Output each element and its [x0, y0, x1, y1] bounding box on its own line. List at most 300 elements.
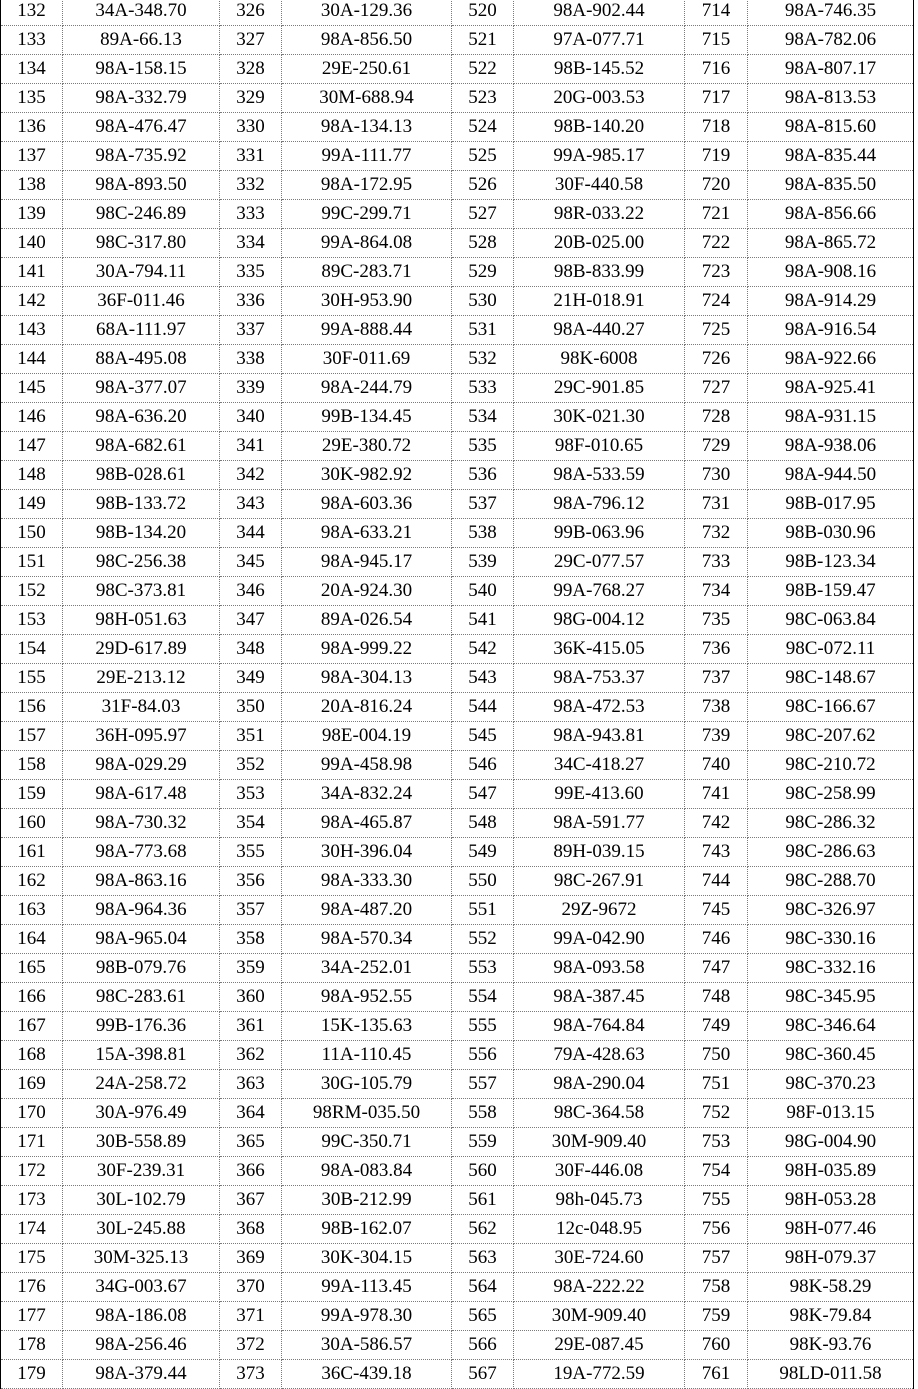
- index-cell: 342: [220, 461, 282, 490]
- index-cell: 155: [1, 664, 63, 693]
- plate-cell: 98B-134.20: [63, 519, 220, 548]
- index-cell: 753: [685, 1128, 748, 1157]
- index-cell: 167: [1, 1012, 63, 1041]
- table-row: [1, 867, 914, 896]
- index-cell: 179: [1, 1360, 63, 1389]
- plate-cell: 20A-816.24: [282, 693, 452, 722]
- table-row: [1, 316, 914, 345]
- index-cell: 346: [220, 577, 282, 606]
- plate-cell: 30B-212.99: [282, 1186, 452, 1215]
- index-cell: 749: [685, 1012, 748, 1041]
- plate-cell: 98A-945.17: [282, 548, 452, 577]
- table-row: [1, 1186, 914, 1215]
- index-cell: 132: [1, 0, 63, 26]
- index-cell: 552: [452, 925, 514, 954]
- plate-cell: 98K-79.84: [748, 1302, 914, 1331]
- index-cell: 546: [452, 751, 514, 780]
- table-row: [1, 838, 914, 867]
- plate-cell: 30K-982.92: [282, 461, 452, 490]
- table-row: [1, 664, 914, 693]
- index-cell: 337: [220, 316, 282, 345]
- index-cell: 545: [452, 722, 514, 751]
- plate-cell: 30H-396.04: [282, 838, 452, 867]
- index-cell: 144: [1, 345, 63, 374]
- plate-cell: 11A-110.45: [282, 1041, 452, 1070]
- index-cell: 726: [685, 345, 748, 374]
- index-cell: 543: [452, 664, 514, 693]
- index-cell: 160: [1, 809, 63, 838]
- plate-cell: 29Z-9672: [514, 896, 685, 925]
- table-row: [1, 345, 914, 374]
- plate-cell: 98B-833.99: [514, 258, 685, 287]
- plate-cell: 30L-102.79: [63, 1186, 220, 1215]
- index-cell: 355: [220, 838, 282, 867]
- index-cell: 566: [452, 1331, 514, 1360]
- plate-cell: 29E-087.45: [514, 1331, 685, 1360]
- plate-cell: 29E-213.12: [63, 664, 220, 693]
- index-cell: 341: [220, 432, 282, 461]
- plate-cell: 98B-159.47: [748, 577, 914, 606]
- plate-cell: 98A-815.60: [748, 113, 914, 142]
- plate-cell: 99E-413.60: [514, 780, 685, 809]
- index-cell: 715: [685, 26, 748, 55]
- index-cell: 733: [685, 548, 748, 577]
- index-cell: 567: [452, 1360, 514, 1389]
- index-cell: 159: [1, 780, 63, 809]
- index-cell: 369: [220, 1244, 282, 1273]
- index-cell: 367: [220, 1186, 282, 1215]
- index-cell: 717: [685, 84, 748, 113]
- plate-cell: 30M-325.13: [63, 1244, 220, 1273]
- index-cell: 719: [685, 142, 748, 171]
- index-cell: 525: [452, 142, 514, 171]
- index-cell: 170: [1, 1099, 63, 1128]
- index-cell: 362: [220, 1041, 282, 1070]
- index-cell: 149: [1, 490, 63, 519]
- table-row: [1, 1012, 914, 1041]
- index-cell: 175: [1, 1244, 63, 1273]
- index-cell: 556: [452, 1041, 514, 1070]
- plate-cell: 98A-465.87: [282, 809, 452, 838]
- plate-cell: 98C-360.45: [748, 1041, 914, 1070]
- plate-cell: 98A-379.44: [63, 1360, 220, 1389]
- plate-cell: 98B-145.52: [514, 55, 685, 84]
- plate-cell: 98A-387.45: [514, 983, 685, 1012]
- index-cell: 151: [1, 548, 63, 577]
- index-cell: 724: [685, 287, 748, 316]
- plate-cell: 98A-813.53: [748, 84, 914, 113]
- index-cell: 547: [452, 780, 514, 809]
- plate-cell: 98A-290.04: [514, 1070, 685, 1099]
- index-cell: 561: [452, 1186, 514, 1215]
- plate-cell: 98A-134.13: [282, 113, 452, 142]
- index-cell: 534: [452, 403, 514, 432]
- plate-cell: 98H-079.37: [748, 1244, 914, 1273]
- table-row: [1, 55, 914, 84]
- index-cell: 554: [452, 983, 514, 1012]
- plate-cell: 98A-222.22: [514, 1273, 685, 1302]
- index-cell: 759: [685, 1302, 748, 1331]
- table-row: [1, 809, 914, 838]
- plate-cell: 98A-333.30: [282, 867, 452, 896]
- plate-cell: 98A-533.59: [514, 461, 685, 490]
- plate-cell: 98A-730.32: [63, 809, 220, 838]
- plate-cell: 99A-113.45: [282, 1273, 452, 1302]
- index-cell: 172: [1, 1157, 63, 1186]
- plate-cell: 89H-039.15: [514, 838, 685, 867]
- table-row: [1, 258, 914, 287]
- plate-cell: 98F-013.15: [748, 1099, 914, 1128]
- plate-cell: 98A-304.13: [282, 664, 452, 693]
- index-cell: 331: [220, 142, 282, 171]
- index-cell: 562: [452, 1215, 514, 1244]
- plate-cell: 97A-077.71: [514, 26, 685, 55]
- index-cell: 140: [1, 229, 63, 258]
- plate-cell: 98K-93.76: [748, 1331, 914, 1360]
- index-cell: 347: [220, 606, 282, 635]
- plate-cell: 36K-415.05: [514, 635, 685, 664]
- index-cell: 363: [220, 1070, 282, 1099]
- plate-cell: 99A-978.30: [282, 1302, 452, 1331]
- table-row: [1, 1360, 914, 1389]
- index-cell: 364: [220, 1099, 282, 1128]
- index-cell: 761: [685, 1360, 748, 1389]
- index-cell: 527: [452, 200, 514, 229]
- index-cell: 147: [1, 432, 63, 461]
- plate-cell: 98H-077.46: [748, 1215, 914, 1244]
- index-cell: 335: [220, 258, 282, 287]
- plate-cell: 98C-258.99: [748, 780, 914, 809]
- index-cell: 372: [220, 1331, 282, 1360]
- plate-cell: 30L-245.88: [63, 1215, 220, 1244]
- index-cell: 738: [685, 693, 748, 722]
- plate-cell: 98A-865.72: [748, 229, 914, 258]
- index-cell: 329: [220, 84, 282, 113]
- plate-cell: 30E-724.60: [514, 1244, 685, 1273]
- plate-cell: 29C-901.85: [514, 374, 685, 403]
- plate-cell: 98A-764.84: [514, 1012, 685, 1041]
- index-cell: 555: [452, 1012, 514, 1041]
- index-cell: 166: [1, 983, 63, 1012]
- index-cell: 718: [685, 113, 748, 142]
- plate-cell: 98A-472.53: [514, 693, 685, 722]
- plate-cell: 30M-909.40: [514, 1302, 685, 1331]
- index-cell: 548: [452, 809, 514, 838]
- plate-cell: 98C-332.16: [748, 954, 914, 983]
- index-cell: 350: [220, 693, 282, 722]
- index-cell: 563: [452, 1244, 514, 1273]
- plate-cell: 98h-045.73: [514, 1186, 685, 1215]
- plate-cell: 98C-256.38: [63, 548, 220, 577]
- index-cell: 742: [685, 809, 748, 838]
- plate-cell: 30F-440.58: [514, 171, 685, 200]
- index-cell: 332: [220, 171, 282, 200]
- table-row: [1, 200, 914, 229]
- plate-cell: 98C-166.67: [748, 693, 914, 722]
- index-cell: 727: [685, 374, 748, 403]
- plate-cell: 98A-856.66: [748, 200, 914, 229]
- plate-cell: 98C-286.63: [748, 838, 914, 867]
- plate-cell: 98A-922.66: [748, 345, 914, 374]
- index-cell: 538: [452, 519, 514, 548]
- plate-cell: 98R-033.22: [514, 200, 685, 229]
- plate-cell: 98C-288.70: [748, 867, 914, 896]
- plate-cell: 98A-835.50: [748, 171, 914, 200]
- index-cell: 174: [1, 1215, 63, 1244]
- table-row: [1, 1041, 914, 1070]
- index-cell: 746: [685, 925, 748, 954]
- plate-cell: 15A-398.81: [63, 1041, 220, 1070]
- index-cell: 532: [452, 345, 514, 374]
- index-cell: 141: [1, 258, 63, 287]
- plate-cell: 98A-636.20: [63, 403, 220, 432]
- index-cell: 537: [452, 490, 514, 519]
- index-cell: 354: [220, 809, 282, 838]
- index-cell: 747: [685, 954, 748, 983]
- plate-cell: 30A-129.36: [282, 0, 452, 26]
- plate-cell: 98A-902.44: [514, 0, 685, 26]
- plate-cell: 98B-140.20: [514, 113, 685, 142]
- index-cell: 736: [685, 635, 748, 664]
- index-cell: 165: [1, 954, 63, 983]
- index-cell: 522: [452, 55, 514, 84]
- index-cell: 549: [452, 838, 514, 867]
- index-cell: 177: [1, 1302, 63, 1331]
- table-row: [1, 954, 914, 983]
- plate-cell: 30F-011.69: [282, 345, 452, 374]
- plate-cell: 98A-916.54: [748, 316, 914, 345]
- plate-cell: 98F-010.65: [514, 432, 685, 461]
- plate-cell: 98A-782.06: [748, 26, 914, 55]
- index-cell: 148: [1, 461, 63, 490]
- index-cell: 740: [685, 751, 748, 780]
- index-cell: 164: [1, 925, 63, 954]
- plate-cell: 30B-558.89: [63, 1128, 220, 1157]
- index-cell: 530: [452, 287, 514, 316]
- index-cell: 138: [1, 171, 63, 200]
- index-cell: 526: [452, 171, 514, 200]
- plate-cell: 36F-011.46: [63, 287, 220, 316]
- plate-cell: 19A-772.59: [514, 1360, 685, 1389]
- index-cell: 328: [220, 55, 282, 84]
- plate-cell: 98C-370.23: [748, 1070, 914, 1099]
- plate-cell: 98A-893.50: [63, 171, 220, 200]
- plate-cell: 98A-931.15: [748, 403, 914, 432]
- table-row: [1, 1215, 914, 1244]
- table-row: [1, 171, 914, 200]
- table-row: [1, 606, 914, 635]
- plate-cell: 98A-796.12: [514, 490, 685, 519]
- index-cell: 528: [452, 229, 514, 258]
- plate-cell: 98C-246.89: [63, 200, 220, 229]
- index-cell: 336: [220, 287, 282, 316]
- plate-cell: 98A-570.34: [282, 925, 452, 954]
- index-cell: 725: [685, 316, 748, 345]
- plate-cell: 99B-176.36: [63, 1012, 220, 1041]
- table-row: [1, 519, 914, 548]
- plate-cell: 99C-350.71: [282, 1128, 452, 1157]
- plate-cell: 98A-158.15: [63, 55, 220, 84]
- index-cell: 145: [1, 374, 63, 403]
- index-cell: 348: [220, 635, 282, 664]
- plate-cell: 98B-162.07: [282, 1215, 452, 1244]
- index-cell: 714: [685, 0, 748, 26]
- index-cell: 739: [685, 722, 748, 751]
- plate-cell: 98C-063.84: [748, 606, 914, 635]
- plate-cell: 88A-495.08: [63, 345, 220, 374]
- plate-cell: 99B-063.96: [514, 519, 685, 548]
- table-row: [1, 925, 914, 954]
- index-cell: 162: [1, 867, 63, 896]
- plate-cell: 99A-768.27: [514, 577, 685, 606]
- index-cell: 366: [220, 1157, 282, 1186]
- plate-cell: 99A-111.77: [282, 142, 452, 171]
- plate-cell: 30F-239.31: [63, 1157, 220, 1186]
- table-row: [1, 113, 914, 142]
- plate-cell: 98A-807.17: [748, 55, 914, 84]
- plate-cell: 99C-299.71: [282, 200, 452, 229]
- plate-cell: 20A-924.30: [282, 577, 452, 606]
- index-cell: 345: [220, 548, 282, 577]
- index-cell: 157: [1, 722, 63, 751]
- index-cell: 744: [685, 867, 748, 896]
- index-cell: 535: [452, 432, 514, 461]
- index-cell: 156: [1, 693, 63, 722]
- plate-cell: 15K-135.63: [282, 1012, 452, 1041]
- index-cell: 152: [1, 577, 63, 606]
- index-cell: 752: [685, 1099, 748, 1128]
- plate-cell: 98A-603.36: [282, 490, 452, 519]
- index-cell: 550: [452, 867, 514, 896]
- index-cell: 551: [452, 896, 514, 925]
- plate-cell: 98A-943.81: [514, 722, 685, 751]
- plate-cell: 98A-908.16: [748, 258, 914, 287]
- plate-cell: 99A-042.90: [514, 925, 685, 954]
- index-cell: 150: [1, 519, 63, 548]
- plate-cell: 98A-083.84: [282, 1157, 452, 1186]
- plate-cell: 29E-380.72: [282, 432, 452, 461]
- index-cell: 544: [452, 693, 514, 722]
- index-cell: 370: [220, 1273, 282, 1302]
- index-cell: 531: [452, 316, 514, 345]
- plate-cell: 98B-017.95: [748, 490, 914, 519]
- plate-cell: 98A-476.47: [63, 113, 220, 142]
- plate-cell: 98A-938.06: [748, 432, 914, 461]
- plate-cell: 30M-909.40: [514, 1128, 685, 1157]
- plate-cell: 68A-111.97: [63, 316, 220, 345]
- index-cell: 533: [452, 374, 514, 403]
- plate-cell: 34A-832.24: [282, 780, 452, 809]
- plate-cell: 98C-317.80: [63, 229, 220, 258]
- index-cell: 732: [685, 519, 748, 548]
- table-row: [1, 84, 914, 113]
- plate-cell: 30M-688.94: [282, 84, 452, 113]
- plate-cell: 34G-003.67: [63, 1273, 220, 1302]
- index-cell: 559: [452, 1128, 514, 1157]
- plate-cell: 29C-077.57: [514, 548, 685, 577]
- index-cell: 541: [452, 606, 514, 635]
- plate-cell: 98A-914.29: [748, 287, 914, 316]
- plate-cell: 89C-283.71: [282, 258, 452, 287]
- index-cell: 330: [220, 113, 282, 142]
- index-cell: 171: [1, 1128, 63, 1157]
- plate-cell: 98K-58.29: [748, 1273, 914, 1302]
- index-cell: 143: [1, 316, 63, 345]
- index-cell: 521: [452, 26, 514, 55]
- index-cell: 344: [220, 519, 282, 548]
- table-row: [1, 548, 914, 577]
- plate-cell: 21H-018.91: [514, 287, 685, 316]
- plate-cell: 98C-072.11: [748, 635, 914, 664]
- plate-cell: 12c-048.95: [514, 1215, 685, 1244]
- plate-cell: 98A-856.50: [282, 26, 452, 55]
- plate-cell: 29E-250.61: [282, 55, 452, 84]
- plate-cell: 98A-440.27: [514, 316, 685, 345]
- plate-cell: 98H-051.63: [63, 606, 220, 635]
- index-cell: 720: [685, 171, 748, 200]
- index-cell: 136: [1, 113, 63, 142]
- plate-cell: 98C-210.72: [748, 751, 914, 780]
- plate-cell: 20G-003.53: [514, 84, 685, 113]
- plate-cell: 99A-888.44: [282, 316, 452, 345]
- index-cell: 751: [685, 1070, 748, 1099]
- index-cell: 340: [220, 403, 282, 432]
- plate-cell: 98H-035.89: [748, 1157, 914, 1186]
- plate-cell: 98RM-035.50: [282, 1099, 452, 1128]
- index-cell: 343: [220, 490, 282, 519]
- plate-cell: 30A-586.57: [282, 1331, 452, 1360]
- plate-cell: 30K-021.30: [514, 403, 685, 432]
- table-row: [1, 751, 914, 780]
- plate-cell: 98A-753.37: [514, 664, 685, 693]
- plate-cell: 98A-487.20: [282, 896, 452, 925]
- index-cell: 564: [452, 1273, 514, 1302]
- plate-cell: 98A-029.29: [63, 751, 220, 780]
- plate-cell: 98A-682.61: [63, 432, 220, 461]
- index-cell: 169: [1, 1070, 63, 1099]
- index-cell: 756: [685, 1215, 748, 1244]
- plate-cell: 98A-999.22: [282, 635, 452, 664]
- plate-cell: 98C-148.67: [748, 664, 914, 693]
- plate-cell: 98A-925.41: [748, 374, 914, 403]
- index-cell: 524: [452, 113, 514, 142]
- index-cell: 760: [685, 1331, 748, 1360]
- index-cell: 146: [1, 403, 63, 432]
- plate-cell: 98A-332.79: [63, 84, 220, 113]
- plate-cell: 98G-004.12: [514, 606, 685, 635]
- table-row: [1, 432, 914, 461]
- plate-cell: 98C-345.95: [748, 983, 914, 1012]
- plate-cell: 30F-446.08: [514, 1157, 685, 1186]
- plate-cell: 98A-377.07: [63, 374, 220, 403]
- plate-cell: 29D-617.89: [63, 635, 220, 664]
- table-row: [1, 142, 914, 171]
- plate-cell: 98A-591.77: [514, 809, 685, 838]
- table-row: [1, 1128, 914, 1157]
- index-cell: 728: [685, 403, 748, 432]
- index-cell: 361: [220, 1012, 282, 1041]
- index-cell: 349: [220, 664, 282, 693]
- table-body: [1, 0, 914, 1389]
- table-row: [1, 722, 914, 751]
- index-cell: 748: [685, 983, 748, 1012]
- index-cell: 357: [220, 896, 282, 925]
- plate-cell: 98A-944.50: [748, 461, 914, 490]
- index-cell: 520: [452, 0, 514, 26]
- index-cell: 371: [220, 1302, 282, 1331]
- index-cell: 743: [685, 838, 748, 867]
- index-cell: 750: [685, 1041, 748, 1070]
